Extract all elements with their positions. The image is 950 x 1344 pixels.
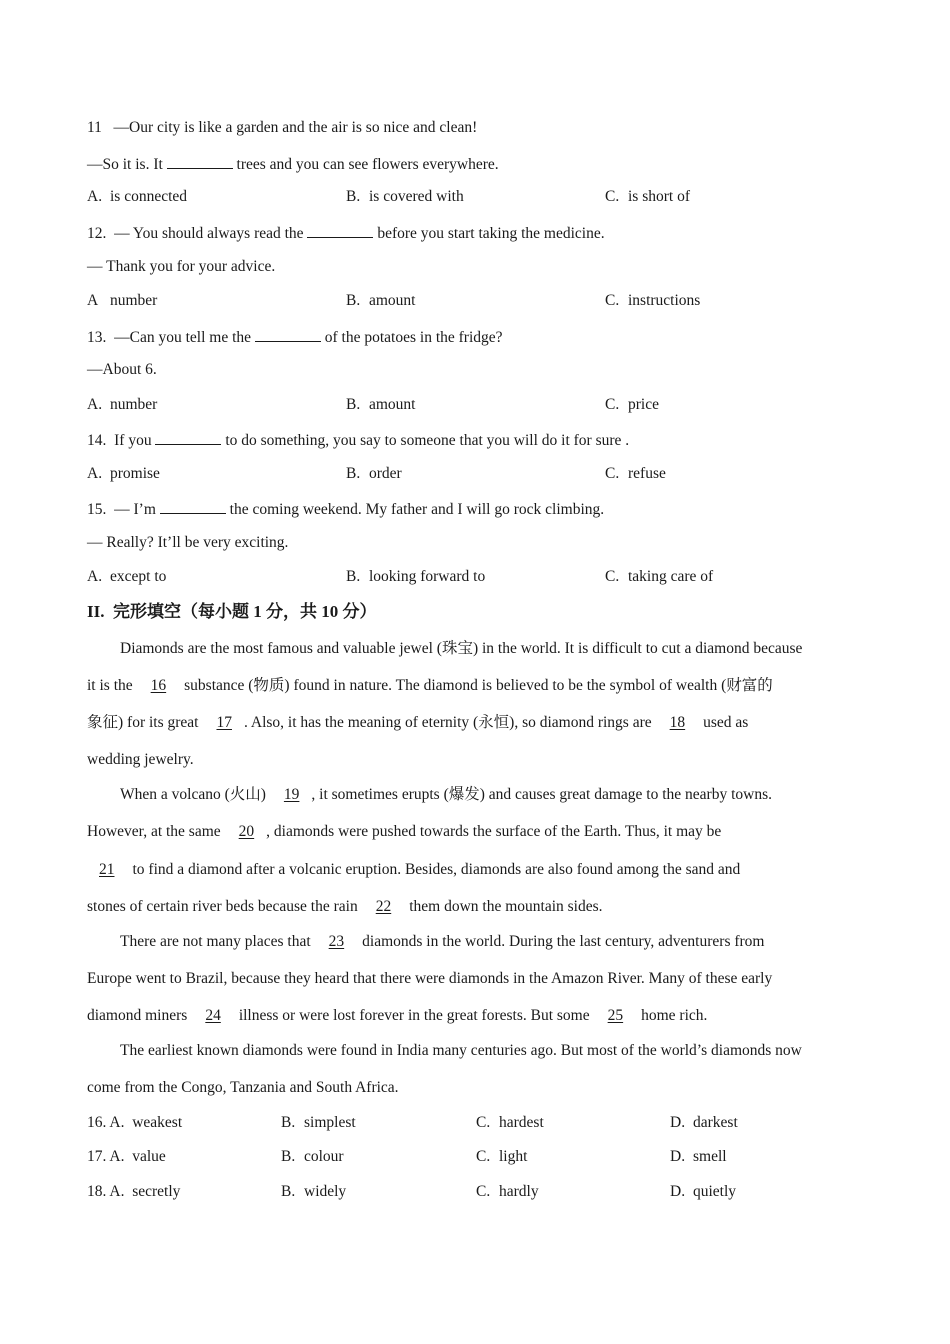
blank-22: 22 bbox=[375, 898, 392, 915]
passage-text: it is the bbox=[87, 677, 133, 694]
q15-option-b-text: looking forward to bbox=[369, 568, 486, 585]
q15-option-a[interactable] bbox=[87, 567, 166, 587]
q12-option-b-letter: B. bbox=[346, 292, 361, 309]
q11-option-c-letter: C. bbox=[605, 188, 620, 205]
q11-option-a[interactable] bbox=[87, 187, 187, 207]
passage-p1-line1: Diamonds are the most famous and valuable jewel (珠宝) in the world. It is difficult to cut a diamond because bbox=[120, 640, 803, 657]
q11-option-b[interactable] bbox=[346, 187, 464, 207]
q17-option-c-text: light bbox=[499, 1148, 528, 1165]
q18-option-c-letter: C. bbox=[476, 1183, 491, 1200]
q14-stem-a: 14. If you bbox=[87, 432, 152, 449]
q13-option-c[interactable] bbox=[605, 395, 659, 415]
passage-text: used as bbox=[703, 714, 749, 731]
passage-p4-line1: The earliest known diamonds were found in India many centuries ago. But most of the world’s diamonds now bbox=[120, 1042, 802, 1059]
q11-option-b-letter: B. bbox=[346, 188, 361, 205]
passage-text: diamond miners bbox=[87, 1007, 188, 1024]
passage-p2-line1 bbox=[120, 785, 772, 805]
q18-option-a[interactable] bbox=[87, 1182, 180, 1202]
passage-p3-line2: Europe went to Brazil, because they heard that there were diamonds in the Amazon River. Many of these early bbox=[87, 970, 773, 987]
passage-text: them down the mountain sides. bbox=[409, 898, 603, 915]
q14-option-a-letter: A. bbox=[87, 465, 103, 482]
q14-option-b-text: order bbox=[369, 465, 402, 482]
q17-option-c-letter: C. bbox=[476, 1148, 491, 1165]
q17-option-a[interactable] bbox=[87, 1147, 166, 1167]
q14-option-b[interactable] bbox=[346, 464, 402, 484]
q11-reply bbox=[87, 153, 499, 175]
passage-text: diamonds in the world. During the last century, adventurers from bbox=[362, 933, 765, 950]
blank-24: 24 bbox=[205, 1007, 221, 1024]
q17-option-b[interactable] bbox=[281, 1147, 344, 1167]
q12-stem-b: before you start taking the medicine. bbox=[377, 225, 605, 242]
q13-blank bbox=[255, 326, 321, 342]
q15-stem-a: 15. — I’m bbox=[87, 501, 156, 518]
q13-option-c-text: price bbox=[628, 396, 659, 413]
q16-option-c-letter: C. bbox=[476, 1114, 491, 1131]
passage-text: . Also, it has the meaning of eternity (永恒), so diamond rings are bbox=[243, 714, 652, 731]
q14-option-a[interactable] bbox=[87, 464, 160, 484]
passage-p2-line4 bbox=[87, 897, 603, 917]
q15-option-a-letter: A. bbox=[87, 568, 103, 585]
blank-25: 25 bbox=[607, 1007, 624, 1024]
q12-option-b[interactable] bbox=[346, 291, 416, 311]
q14-option-c-text: refuse bbox=[628, 465, 666, 482]
blank-17: 17 bbox=[216, 714, 232, 731]
q11-reply-b: trees and you can see flowers everywhere. bbox=[236, 156, 499, 173]
q18-option-b-text: widely bbox=[304, 1183, 347, 1200]
passage-text: substance (物质) found in nature. The diamond is believed to be the symbol of wealth (财富的 bbox=[184, 677, 773, 694]
q13-option-a-text: number bbox=[110, 396, 158, 413]
q14-blank bbox=[155, 429, 221, 445]
passage-text: home rich. bbox=[641, 1007, 708, 1024]
q12-reply: — Thank you for your advice. bbox=[87, 258, 276, 275]
q18-option-d-letter: D. bbox=[670, 1183, 686, 1200]
section-2-title: II. 完形填空（每小题 1 分，共 10 分） bbox=[87, 602, 377, 621]
q11-option-b-text: is covered with bbox=[369, 188, 464, 205]
q15-stem-b: the coming weekend. My father and I will go rock climbing. bbox=[229, 501, 605, 518]
blank-20: 20 bbox=[238, 823, 255, 840]
q16-option-c-text: hardest bbox=[499, 1114, 544, 1131]
q16-option-d-letter: D. bbox=[670, 1114, 686, 1131]
q15-option-b[interactable] bbox=[346, 567, 485, 587]
passage-text: 象征) for its great bbox=[87, 714, 199, 731]
q15-option-a-text: except to bbox=[110, 568, 167, 585]
passage-text: illness or were lost forever in the great forests. But some bbox=[238, 1007, 590, 1024]
passage-text: When a volcano (火山) bbox=[120, 786, 266, 803]
q15-stem bbox=[87, 498, 604, 520]
q17-option-d-text: smell bbox=[693, 1148, 727, 1165]
q18-option-d[interactable] bbox=[670, 1182, 736, 1202]
blank-23: 23 bbox=[328, 933, 345, 950]
q16-option-b-letter: B. bbox=[281, 1114, 296, 1131]
q13-stem-b: of the potatoes in the fridge? bbox=[324, 329, 503, 346]
q18-option-a-text: secretly bbox=[132, 1183, 181, 1200]
q18-option-b[interactable] bbox=[281, 1182, 346, 1202]
passage-text: There are not many places that bbox=[120, 933, 311, 950]
q16-option-d[interactable] bbox=[670, 1113, 738, 1133]
passage-p3-line3 bbox=[87, 1006, 707, 1026]
q14-stem-b: to do something, you say to someone that you will do it for sure . bbox=[225, 432, 630, 449]
q16-option-d-text: darkest bbox=[693, 1114, 738, 1131]
blank-21: 21 bbox=[99, 861, 115, 878]
q13-option-a[interactable] bbox=[87, 395, 157, 415]
q16-option-b[interactable] bbox=[281, 1113, 356, 1133]
q13-stem-a: 13. —Can you tell me the bbox=[87, 329, 252, 346]
q15-option-c-text: taking care of bbox=[628, 568, 714, 585]
passage-p1-line2 bbox=[87, 676, 773, 696]
passage-p2-line2 bbox=[87, 822, 721, 842]
q15-option-b-letter: B. bbox=[346, 568, 361, 585]
q18-option-c-text: hardly bbox=[499, 1183, 539, 1200]
q16-option-a-text: weakest bbox=[132, 1114, 183, 1131]
q13-option-b-text: amount bbox=[369, 396, 416, 413]
q17-number: 17. A. bbox=[87, 1148, 125, 1165]
q18-option-d-text: quietly bbox=[693, 1183, 737, 1200]
passage-text: , diamonds were pushed towards the surface of the Earth. Thus, it may be bbox=[266, 823, 722, 840]
q17-option-c[interactable] bbox=[476, 1147, 527, 1167]
blank-19: 19 bbox=[283, 786, 300, 803]
q14-stem bbox=[87, 429, 629, 451]
blank-18: 18 bbox=[669, 714, 686, 731]
q12-option-a-text: number bbox=[110, 292, 158, 309]
passage-text: to find a diamond after a volcanic eruption. Besides, diamonds are also found among the sand and bbox=[132, 861, 741, 878]
q18-number: 18. A. bbox=[87, 1183, 125, 1200]
blank-16: 16 bbox=[150, 677, 167, 694]
q15-reply: — Really? It’ll be very exciting. bbox=[87, 534, 289, 551]
passage-p2-line3 bbox=[87, 860, 740, 880]
q17-option-b-text: colour bbox=[304, 1148, 344, 1165]
q12-option-c-text: instructions bbox=[628, 292, 701, 309]
q15-option-c[interactable] bbox=[605, 567, 713, 587]
q12-option-a[interactable] bbox=[87, 291, 157, 311]
passage-text: However, at the same bbox=[87, 823, 221, 840]
q13-option-b[interactable] bbox=[346, 395, 416, 415]
q13-option-a-letter: A. bbox=[87, 396, 103, 413]
q11-option-c[interactable] bbox=[605, 187, 690, 207]
q16-number: 16. A. bbox=[87, 1114, 125, 1131]
q11-reply-a: —So it is. It bbox=[87, 156, 163, 173]
q11-option-a-letter: A. bbox=[87, 188, 103, 205]
q13-reply: —About 6. bbox=[87, 361, 157, 378]
q12-stem bbox=[87, 222, 605, 244]
q16-option-a[interactable] bbox=[87, 1113, 182, 1133]
q12-option-a-letter: A bbox=[87, 292, 99, 309]
q15-blank bbox=[160, 498, 226, 514]
q14-option-a-text: promise bbox=[110, 465, 160, 482]
passage-p4-line2: come from the Congo, Tanzania and South Africa. bbox=[87, 1079, 399, 1096]
passage-text: stones of certain river beds because the rain bbox=[87, 898, 358, 915]
q13-stem bbox=[87, 326, 503, 348]
q11-stem: 11 —Our city is like a garden and the air is so nice and clean! bbox=[87, 119, 478, 136]
q17-option-b-letter: B. bbox=[281, 1148, 296, 1165]
q15-option-c-letter: C. bbox=[605, 568, 620, 585]
q12-option-c[interactable] bbox=[605, 291, 700, 311]
q12-blank bbox=[307, 222, 373, 238]
q14-option-c[interactable] bbox=[605, 464, 666, 484]
q11-blank bbox=[167, 153, 233, 169]
q18-option-c[interactable] bbox=[476, 1182, 539, 1202]
passage-p1-line4: wedding jewelry. bbox=[87, 751, 194, 768]
q16-option-c[interactable] bbox=[476, 1113, 544, 1133]
q12-option-b-text: amount bbox=[369, 292, 416, 309]
q14-option-c-letter: C. bbox=[605, 465, 620, 482]
q16-option-b-text: simplest bbox=[304, 1114, 356, 1131]
q12-stem-a: 12. — You should always read the bbox=[87, 225, 304, 242]
passage-text: , it sometimes erupts (爆发) and causes great damage to the nearby towns. bbox=[311, 786, 772, 803]
q17-option-d[interactable] bbox=[670, 1147, 727, 1167]
q12-option-c-letter: C. bbox=[605, 292, 620, 309]
q13-option-b-letter: B. bbox=[346, 396, 361, 413]
q17-option-d-letter: D. bbox=[670, 1148, 686, 1165]
q13-option-c-letter: C. bbox=[605, 396, 620, 413]
q18-option-b-letter: B. bbox=[281, 1183, 296, 1200]
q11-option-a-text: is connected bbox=[110, 188, 188, 205]
q14-option-b-letter: B. bbox=[346, 465, 361, 482]
q17-option-a-text: value bbox=[132, 1148, 166, 1165]
passage-p3-line1 bbox=[120, 932, 764, 952]
passage-p1-line3 bbox=[87, 713, 748, 733]
q11-option-c-text: is short of bbox=[628, 188, 690, 205]
